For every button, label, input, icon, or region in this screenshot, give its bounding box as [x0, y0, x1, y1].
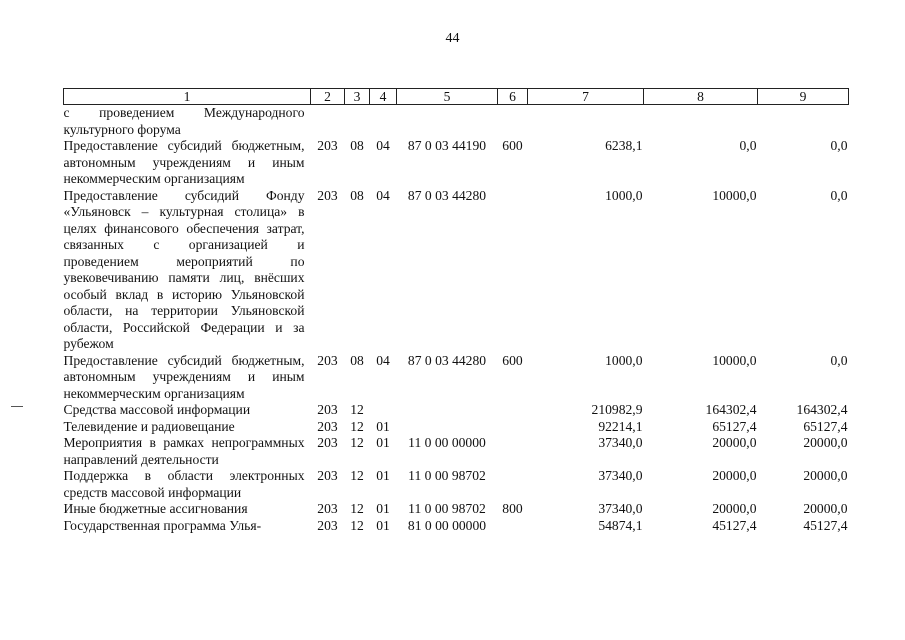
row-target-article: 11 0 00 98702 — [408, 468, 486, 483]
row-ministry-code: 203 — [317, 468, 338, 483]
row-section: 12 — [350, 468, 364, 483]
row-subsection: 04 — [376, 187, 390, 203]
row-ministry-code: 203 — [317, 187, 338, 203]
row-amount-year2: 20000,0 — [712, 501, 757, 516]
row-section: 12 — [350, 517, 364, 533]
row-name: Телевидение и радиовещание — [63, 418, 235, 434]
row-expense-type — [498, 468, 528, 501]
row-name: Предоставление субсидий Фонду «Ульяновск – культурная столица» в целях финансового обеспечения затрат, связанных с организацией и проведением мероприятий по увековечиванию памяти лиц, внёсших особый вклад в историю Ульяновской области, на территории Ульяновской области, Российской Федерации и за рубежом — [63, 187, 305, 351]
row-name: Государственная программа Улья- — [63, 517, 262, 533]
page-number: 44 — [445, 31, 460, 46]
row-amount-year1: 37340,0 — [598, 435, 643, 450]
row-amount-year2: 10000,0 — [712, 352, 757, 368]
header-col-9: 9 — [758, 89, 849, 105]
row-amount-year3: 164302,4 — [796, 402, 848, 417]
row-amount-year1: 54874,1 — [598, 517, 643, 533]
row-amount-year2 — [644, 105, 758, 139]
row-target-article: 87 0 03 44280 — [407, 352, 487, 368]
table-row — [64, 468, 849, 501]
row-amount-year1: 92214,1 — [598, 418, 643, 434]
row-amount-year2: 20000,0 — [712, 468, 757, 483]
table-row — [64, 501, 849, 518]
row-expense-type — [498, 435, 528, 468]
row-subsection: 04 — [376, 138, 390, 153]
row-amount-year2: 164302,4 — [705, 402, 757, 417]
table-row — [64, 419, 849, 436]
row-target-article: 11 0 00 98702 — [408, 501, 486, 516]
row-subsection: 01 — [376, 517, 390, 533]
row-amount-year1: 1000,0 — [605, 352, 643, 368]
row-name: Предоставление субсидий бюджетным, автономным учреждениям и иным некоммерческим организациям — [63, 352, 305, 401]
row-target-article: 87 0 03 44190 — [407, 138, 487, 153]
row-ministry-code: 203 — [317, 418, 338, 434]
table-row — [64, 518, 849, 535]
row-name: Предоставление субсидий бюджетным, автономным учреждениям и иным некоммерческим организациям — [63, 138, 305, 186]
row-amount-year1 — [528, 105, 644, 139]
row-ministry-code — [311, 105, 345, 139]
row-amount-year2: 45127,4 — [712, 517, 757, 533]
row-ministry-code: 203 — [317, 517, 338, 533]
row-amount-year2: 0,0 — [739, 138, 757, 153]
row-amount-year1: 6238,1 — [605, 138, 643, 153]
row-amount-year3: 20000,0 — [803, 468, 848, 483]
row-target-article — [397, 402, 498, 419]
row-amount-year2: 65127,4 — [712, 418, 757, 434]
margin-tick-mark — [11, 406, 23, 407]
table-row — [64, 353, 849, 403]
row-amount-year3: 0,0 — [830, 352, 848, 368]
row-ministry-code: 203 — [317, 501, 338, 516]
header-col-4: 4 — [370, 89, 397, 105]
row-ministry-code: 203 — [317, 435, 338, 450]
row-expense-type: 600 — [502, 138, 523, 153]
row-expense-type — [498, 419, 528, 436]
row-target-article: 87 0 03 44280 — [407, 187, 487, 203]
row-amount-year3: 0,0 — [830, 187, 848, 203]
row-section: 12 — [350, 418, 364, 434]
row-amount-year2: 20000,0 — [712, 435, 757, 450]
row-expense-type — [498, 188, 528, 353]
row-expense-type: 800 — [502, 501, 523, 516]
row-name: Иные бюджетные ассигнования — [63, 501, 248, 516]
header-col-6: 6 — [498, 89, 528, 105]
header-col-1: 1 — [64, 89, 311, 105]
table-row — [64, 138, 849, 188]
row-amount-year3: 0,0 — [830, 138, 848, 153]
row-expense-type — [498, 105, 528, 139]
row-subsection: 04 — [376, 352, 390, 368]
header-col-3: 3 — [345, 89, 370, 105]
row-section: 08 — [350, 187, 364, 203]
row-target-article — [397, 419, 498, 436]
row-name: Средства массовой информации — [63, 402, 251, 417]
header-col-2: 2 — [311, 89, 345, 105]
row-amount-year3 — [758, 105, 849, 139]
row-amount-year3: 45127,4 — [803, 517, 848, 533]
row-subsection — [370, 402, 397, 419]
row-name: с проведением Международного культурного форума — [63, 105, 305, 137]
row-target-article — [397, 105, 498, 139]
table-row — [64, 435, 849, 468]
table-row — [64, 402, 849, 419]
row-expense-type — [498, 518, 528, 535]
row-amount-year2: 10000,0 — [712, 187, 757, 203]
header-row — [64, 89, 849, 105]
row-subsection: 01 — [376, 435, 390, 450]
row-target-article: 11 0 00 00000 — [408, 435, 486, 450]
budget-table — [63, 88, 849, 534]
row-section: 12 — [350, 501, 364, 516]
row-section: 12 — [350, 435, 364, 450]
header-col-5: 5 — [397, 89, 498, 105]
row-amount-year1: 37340,0 — [598, 468, 643, 483]
row-subsection: 01 — [376, 418, 390, 434]
header-col-7: 7 — [528, 89, 644, 105]
row-target-article: 81 0 00 00000 — [407, 517, 487, 533]
row-section: 08 — [350, 138, 364, 153]
row-amount-year1: 210982,9 — [591, 402, 643, 417]
row-section: 08 — [350, 352, 364, 368]
row-name: Поддержка в области электронных средств массовой информации — [63, 468, 305, 500]
row-amount-year1: 37340,0 — [598, 501, 643, 516]
row-subsection: 01 — [376, 468, 390, 483]
row-ministry-code: 203 — [317, 138, 338, 153]
row-ministry-code: 203 — [317, 352, 338, 368]
row-section: 12 — [350, 402, 364, 417]
header-col-8: 8 — [644, 89, 758, 105]
table-row — [64, 105, 849, 139]
row-expense-type: 600 — [502, 352, 523, 368]
row-amount-year3: 20000,0 — [803, 435, 848, 450]
row-expense-type — [498, 402, 528, 419]
table-row — [64, 188, 849, 353]
row-subsection: 01 — [376, 501, 390, 516]
row-amount-year3: 20000,0 — [803, 501, 848, 516]
row-amount-year3: 65127,4 — [803, 418, 848, 434]
row-name: Мероприятия в рамках непрограммных направлений деятельности — [63, 435, 305, 467]
row-subsection — [370, 105, 397, 139]
row-section — [345, 105, 370, 139]
row-ministry-code: 203 — [317, 402, 338, 417]
row-amount-year1: 1000,0 — [605, 187, 643, 203]
